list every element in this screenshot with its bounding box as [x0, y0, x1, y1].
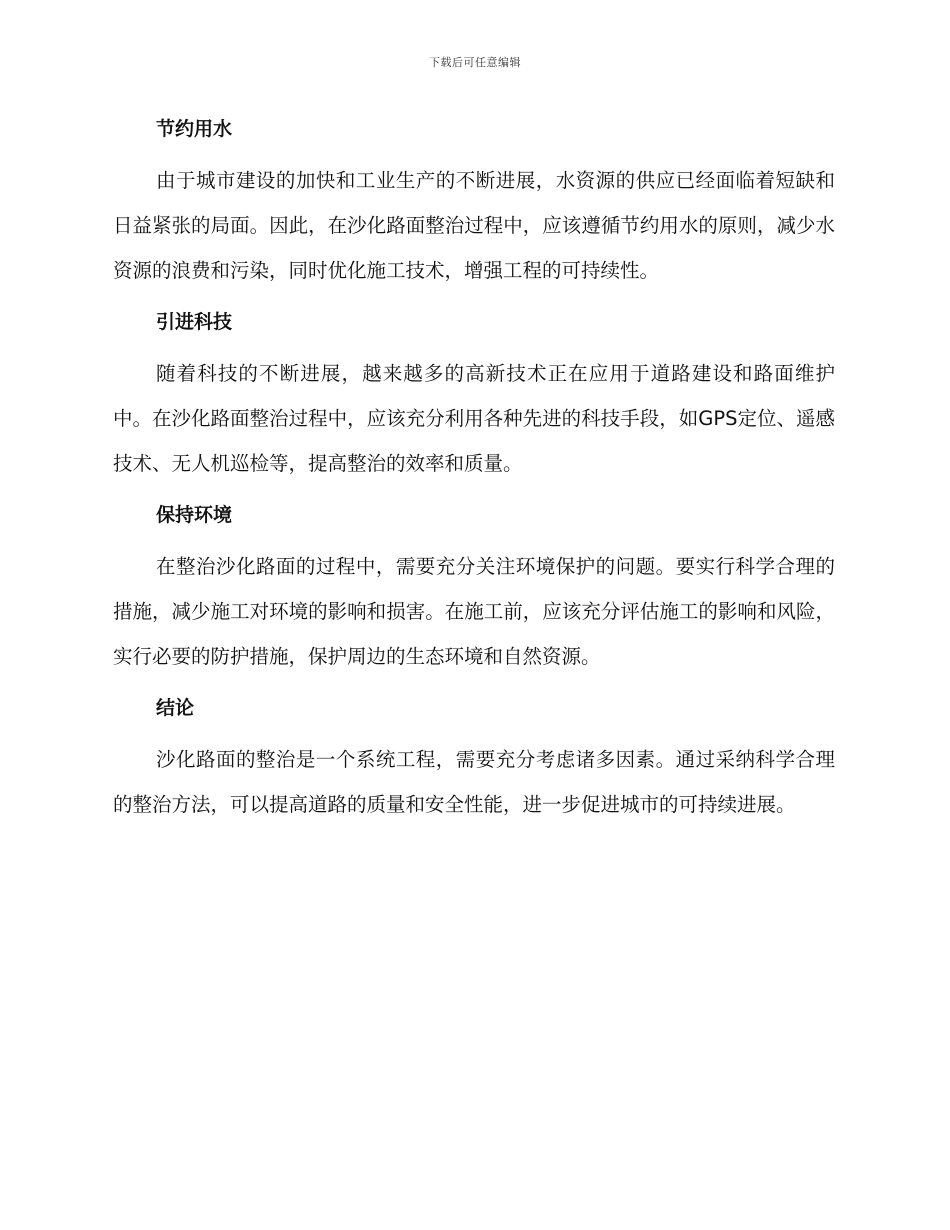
section-technology — [113, 305, 835, 486]
section-heading: 结论 — [156, 697, 195, 719]
document-body — [113, 112, 835, 839]
section-paragraph: 沙化路面的整治是一个系统工程，需要充分考虑诸多因素。通过采纳科学合理的整治方法，可以提高道路的质量和安全性能，进一步促进城市的可持续进展。 — [113, 748, 835, 816]
section-paragraph: 在整治沙化路面的过程中，需要充分关注环境保护的问题。要实行科学合理的措施，减少施工对环境的影响和损害。在施工前，应该充分评估施工的影响和风险，实行必要的防护措施，保护周边的生态环境和自然资源。 — [113, 555, 835, 668]
section-heading: 节约用水 — [156, 118, 233, 140]
section-paragraph: 随着科技的不断进展，越来越多的高新技术正在应用于道路建设和路面维护中。在沙化路面整治过程中，应该充分利用各种先进的科技手段，如GPS定位、遥感技术、无人机巡检等，提高整治的效率和质量。 — [113, 362, 835, 475]
section-paragraph: 由于城市建设的加快和工业生产的不断进展，水资源的供应已经面临着短缺和日益紧张的局面。因此，在沙化路面整治过程中，应该遵循节约用水的原则，减少水资源的浪费和污染，同时优化施工技术，增强工程的可持续性。 — [113, 169, 835, 282]
section-heading: 引进科技 — [156, 311, 233, 333]
section-environment — [113, 498, 835, 679]
header-note: 下载后可任意编辑 — [429, 56, 521, 69]
section-water-saving — [113, 112, 835, 293]
section-heading: 保持环境 — [156, 504, 233, 526]
section-conclusion — [113, 691, 835, 827]
